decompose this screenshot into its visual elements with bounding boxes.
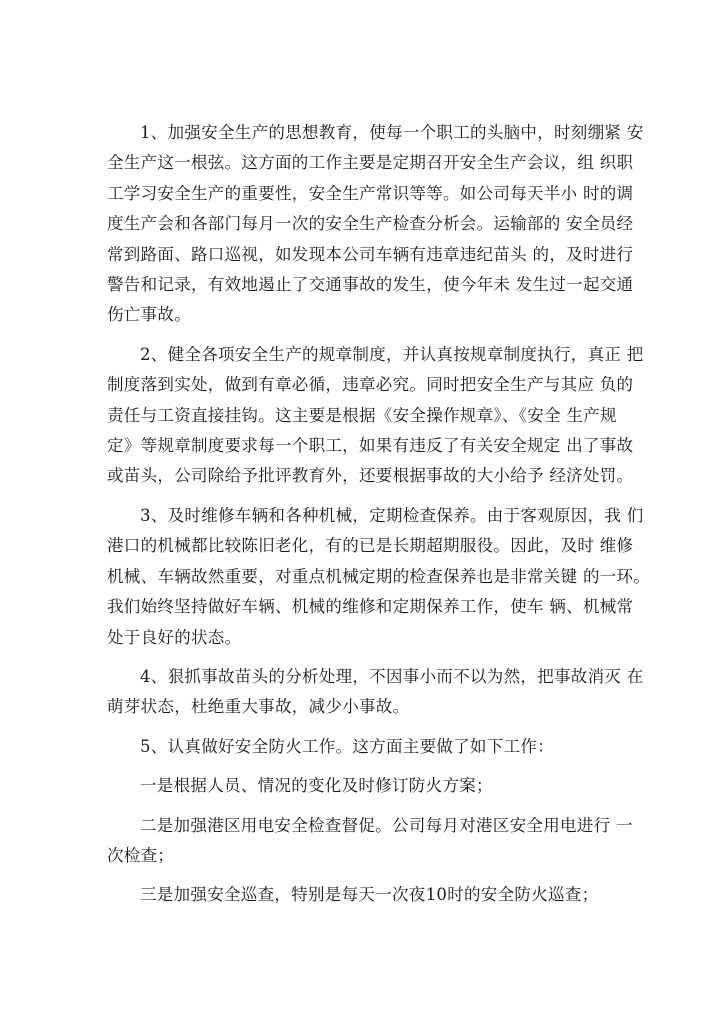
paragraph-7 [107, 811, 633, 872]
text-line: 我们始终坚持做好车辆、机械的维修和定期保养工作，使车 辆、机械常 [107, 597, 634, 617]
text-line: 责任与工资直接挂钩。这主要是根据《安全操作规章》、《安全 生产规 [107, 405, 617, 425]
text-line: 2、健全各项安全生产的规章制度，并认真按规章制度执行，真正 把 [140, 344, 644, 364]
text-line: 工学习安全生产的重要性，安全生产常识等等。如公司每天半小 时的调 [107, 183, 634, 203]
paragraph-4 [107, 662, 644, 723]
text-line: 常到路面、路口巡视，如发现本公司车辆有违章违纪苗头 的，及时进行 [107, 244, 634, 264]
text-line: 伤亡事故。 [107, 305, 191, 325]
text-line: 处于良好的状态。 [107, 627, 242, 647]
text-line: 二是加强港区用电安全检查督促。公司每月对港区安全用电进行 一 [140, 815, 633, 835]
text-line: 机械、车辆故然重要，对重点机械定期的检查保养也是非常关键 的一环。 [107, 566, 651, 586]
text-line: 1、加强安全生产的思想教育，使每一个职工的头脑中，时刻绷紧 安 [140, 123, 644, 142]
text-line: 4、狠抓事故苗头的分析处理，不因事小而不以为然，把事故消灭 在 [140, 666, 644, 686]
text-line: 度生产会和各部门每月一次的安全生产检查分析会。运输部的 安全员经 [107, 214, 634, 234]
paragraph-3 [107, 501, 651, 653]
text-line: 一是根据人员、情况的变化及时修订防火方案； [140, 776, 493, 796]
paragraph-1 [107, 118, 644, 331]
text-line: 全生产这一根弦。这方面的工作主要是定期召开安全生产会议，组 织职 [107, 153, 634, 173]
paragraph-2 [107, 340, 644, 492]
text-line: 5、认真做好安全防火工作。这方面主要做了如下工作： [140, 736, 554, 756]
text-line: 制度落到实处，做到有章必循，违章必究。同时把安全生产与其应 负的 [107, 375, 634, 395]
text-line: 次检查； [107, 845, 175, 865]
paragraph-6 [107, 771, 627, 801]
text-line: 港口的机械都比较陈旧老化，有的已是长期超期服役。因此，及时 维修 [107, 536, 634, 556]
paragraph-8 [107, 880, 627, 910]
text-line: 萌芽状态，杜绝重大事故，减少小事故。 [107, 697, 410, 717]
text-line: 或苗头，公司除给予批评教育外，还要根据事故的大小给予 经济处罚。 [107, 466, 634, 486]
text-line: 定》等规章制度要求每一个职工，如果有违反了有关安全规定 出了事故 [107, 436, 634, 456]
text-line: 警告和记录，有效地遏止了交通事故的发生，使今年未 发生过一起交通 [107, 275, 634, 295]
text-line: 三是加强安全巡查，特别是每天一次夜10时的安全防火巡查； [140, 885, 599, 905]
paragraph-5 [107, 732, 627, 762]
text-line: 3、及时维修车辆和各种机械，定期检查保养。由于客观原因，我 们 [140, 505, 644, 525]
document-body [107, 118, 651, 920]
